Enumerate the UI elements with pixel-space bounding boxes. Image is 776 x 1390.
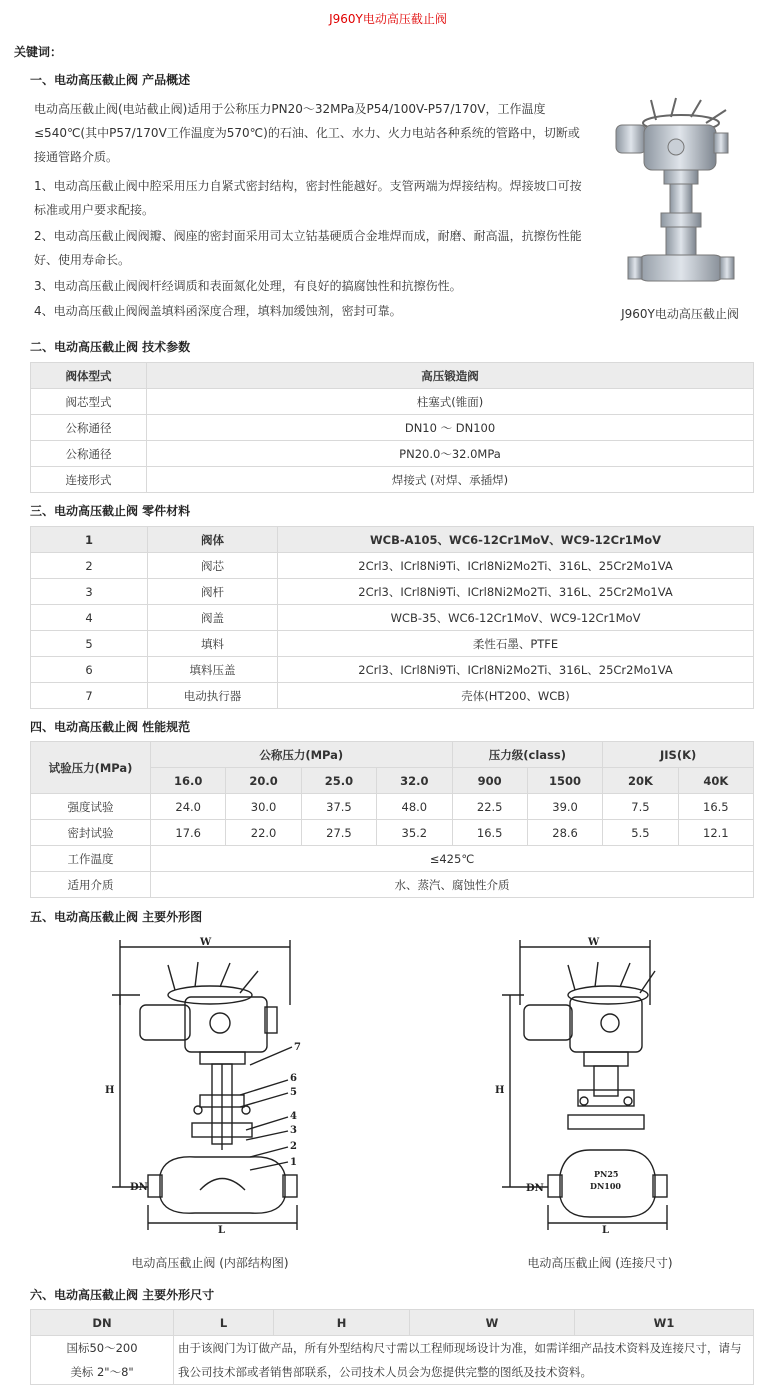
part-2-label: 2 xyxy=(290,1141,297,1152)
table-cell: 24.0 xyxy=(151,794,226,820)
table-header-cell: W1 xyxy=(575,1310,754,1336)
table-cell: WCB-35、WC6-12Cr1MoV、WC9-12Cr1MoV xyxy=(278,605,754,631)
dim-w-label: W xyxy=(200,937,212,948)
table-row xyxy=(31,579,754,605)
table-cell: 连接形式 xyxy=(31,467,147,493)
table-header-cell: 20K xyxy=(603,768,678,794)
page-title: J960Y电动高压截止阀 xyxy=(329,12,447,26)
table-row xyxy=(31,467,754,493)
table-row xyxy=(31,389,754,415)
dim-w-label: W xyxy=(588,937,600,948)
table-cell: 5.5 xyxy=(603,820,678,846)
performance-table xyxy=(30,741,754,898)
table-cell xyxy=(31,1336,174,1385)
table-header-cell: 20.0 xyxy=(226,768,301,794)
table-cell: 壳体(HT200、WCB) xyxy=(278,683,754,709)
drawing-caption-left: 电动高压截止阀 (内部结构图) xyxy=(131,1256,289,1270)
dim-l-label: L xyxy=(218,1225,226,1235)
table-cell: PN20.0～32.0MPa xyxy=(147,441,754,467)
table-cell: 35.2 xyxy=(377,820,452,846)
part-1-label: 1 xyxy=(290,1157,297,1168)
table-cell: 强度试验 xyxy=(31,794,151,820)
tech-params-table xyxy=(30,362,754,493)
table-cell: 电动执行器 xyxy=(148,683,278,709)
internal-structure-drawing xyxy=(100,935,320,1235)
table-cell: 16.5 xyxy=(452,820,527,846)
table-cell: 27.5 xyxy=(301,820,376,846)
table-cell: 16.5 xyxy=(678,794,753,820)
table-header-cell: 阀体型式 xyxy=(31,363,147,389)
table-row xyxy=(31,846,754,872)
table-row xyxy=(31,553,754,579)
dn-standard-gb: 国标50～200 xyxy=(66,1341,138,1355)
section-parts-heading: 三、电动高压截止阀 零件材料 xyxy=(30,504,191,518)
table-cell: 2 xyxy=(31,553,148,579)
table-header-cell: 900 xyxy=(452,768,527,794)
dim-l-label: L xyxy=(602,1225,610,1235)
table-cell: 2Crl3、ICrl8Ni9Ti、ICrl8Ni2Mo2Ti、316L、25Cr2Mo1VA xyxy=(278,657,754,683)
table-cell: 阀芯 xyxy=(148,553,278,579)
overview-paragraph: 电动高压截止阀(电站截止阀)适用于公称压力PN20～32MPa及P54/100V-P57/170V，工作温度≤540℃(其中P57/170V工作温度为570℃)的石油、化工、水力、火力电站各种系统的管路中，切断或接通管路介质。 xyxy=(34,102,580,164)
table-cell: 2Crl3、ICrl8Ni9Ti、ICrl8Ni2Mo2Ti、316L、25Cr2Mo1VA xyxy=(278,579,754,605)
part-4-label: 4 xyxy=(290,1111,297,1122)
table-row xyxy=(31,1336,754,1385)
section-tech-heading: 二、电动高压截止阀 技术参数 xyxy=(30,340,191,354)
part-5-label: 5 xyxy=(290,1087,297,1098)
overview-point-2: 2、电动高压截止阀阀瓣、阀座的密封面采用司太立钴基硬质合金堆焊而成，耐磨、耐高温，抗擦伤性能好、使用寿命长。 xyxy=(34,229,582,267)
table-row xyxy=(31,742,754,768)
table-cell: 公称通径 xyxy=(31,415,147,441)
table-cell: 17.6 xyxy=(151,820,226,846)
table-row xyxy=(31,631,754,657)
drawing-caption-right: 电动高压截止阀 (连接尺寸) xyxy=(527,1256,673,1270)
part-3-label: 3 xyxy=(290,1125,297,1136)
table-header-cell: W xyxy=(410,1310,575,1336)
valve-photo xyxy=(606,95,756,295)
keywords-label: 关键词： xyxy=(14,45,63,59)
dim-dn-label: DN xyxy=(130,1182,148,1193)
dimensions-table xyxy=(30,1309,754,1385)
table-cell: 焊接式 (对焊、承插焊) xyxy=(147,467,754,493)
dim-h-label: H xyxy=(495,1085,505,1096)
table-row xyxy=(31,872,754,898)
table-row xyxy=(31,683,754,709)
table-cell: DN10 ～ DN100 xyxy=(147,415,754,441)
dn-standard-us: 美标 2"～8" xyxy=(70,1365,134,1379)
table-header-cell: 25.0 xyxy=(301,768,376,794)
table-cell: 28.6 xyxy=(527,820,602,846)
overview-point-4: 4、电动高压截止阀阀盖填料函深度合理，填料加缓蚀剂，密封可靠。 xyxy=(34,304,402,318)
table-header-cell: 压力级(class) xyxy=(452,742,603,768)
overview-point-3: 3、电动高压截止阀阀杆经调质和表面氮化处理，有良好的搞腐蚀性和抗擦伤性。 xyxy=(34,279,462,293)
table-cell: 阀杆 xyxy=(148,579,278,605)
table-cell: 22.0 xyxy=(226,820,301,846)
connection-size-drawing xyxy=(490,935,710,1235)
table-header-cell: L xyxy=(174,1310,274,1336)
table-cell: 5 xyxy=(31,631,148,657)
table-row xyxy=(31,605,754,631)
table-cell: 22.5 xyxy=(452,794,527,820)
section-dims-heading: 六、电动高压截止阀 主要外形尺寸 xyxy=(30,1288,215,1302)
table-header-cell: 1 xyxy=(31,527,148,553)
section-overview-heading: 一、电动高压截止阀 产品概述 xyxy=(30,73,191,87)
table-header-cell: WCB-A105、WC6-12Cr1MoV、WC9-12Cr1MoV xyxy=(278,527,754,553)
table-header-cell: 32.0 xyxy=(377,768,452,794)
table-cell: 阀盖 xyxy=(148,605,278,631)
table-cell: 工作温度 xyxy=(31,846,151,872)
table-cell: 37.5 xyxy=(301,794,376,820)
table-row xyxy=(31,794,754,820)
table-cell: 填料 xyxy=(148,631,278,657)
table-row xyxy=(31,657,754,683)
dim-h-label: H xyxy=(105,1085,115,1096)
part-6-label: 6 xyxy=(290,1073,297,1084)
dim-dn-label: DN xyxy=(526,1183,544,1194)
table-cell: 公称通径 xyxy=(31,441,147,467)
table-cell: 7.5 xyxy=(603,794,678,820)
table-cell: 48.0 xyxy=(377,794,452,820)
parts-table xyxy=(30,526,754,709)
table-header-cell: 40K xyxy=(678,768,753,794)
table-header-cell: 16.0 xyxy=(151,768,226,794)
table-row xyxy=(31,527,754,553)
photo-caption: J960Y电动高压截止阀 xyxy=(621,307,739,321)
table-header-cell: 高压锻造阀 xyxy=(147,363,754,389)
table-row xyxy=(31,415,754,441)
table-cell: 柔性石墨、PTFE xyxy=(278,631,754,657)
table-cell: 30.0 xyxy=(226,794,301,820)
table-row xyxy=(31,820,754,846)
table-header-cell: 公称压力(MPa) xyxy=(151,742,453,768)
table-header-cell: 试验压力(MPa) xyxy=(31,742,151,794)
table-cell: 2Crl3、ICrl8Ni9Ti、ICrl8Ni2Mo2Ti、316L、25Cr2Mo1VA xyxy=(278,553,754,579)
body-dn-marking: DN100 xyxy=(590,1181,621,1191)
table-cell: 柱塞式(锥面) xyxy=(147,389,754,415)
table-header-cell: DN xyxy=(31,1310,174,1336)
table-cell: 7 xyxy=(31,683,148,709)
table-cell: 6 xyxy=(31,657,148,683)
table-cell: 4 xyxy=(31,605,148,631)
table-header-cell: 阀体 xyxy=(148,527,278,553)
dims-note: 由于该阀门为订做产品，所有外型结构尺寸需以工程师现场设计为准，如需详细产品技术资料及连接尺寸，请与我公司技术部或者销售部联系，公司技术人员会为您提供完整的图纸及技术资料。 xyxy=(174,1336,754,1385)
part-7-label: 7 xyxy=(294,1042,301,1053)
section-drawing-heading: 五、电动高压截止阀 主要外形图 xyxy=(30,910,203,924)
table-header-cell: H xyxy=(274,1310,410,1336)
table-header-cell: JIS(K) xyxy=(603,742,754,768)
table-row xyxy=(31,1310,754,1336)
table-cell: 39.0 xyxy=(527,794,602,820)
section-perf-heading: 四、电动高压截止阀 性能规范 xyxy=(30,720,191,734)
table-cell: 水、蒸汽、腐蚀性介质 xyxy=(151,872,754,898)
body-pn-marking: PN25 xyxy=(594,1169,619,1179)
table-cell: 填料压盖 xyxy=(148,657,278,683)
table-header-cell: 1500 xyxy=(527,768,602,794)
table-cell: 适用介质 xyxy=(31,872,151,898)
table-row xyxy=(31,363,754,389)
table-cell: 密封试验 xyxy=(31,820,151,846)
table-cell: 12.1 xyxy=(678,820,753,846)
table-cell: ≤425℃ xyxy=(151,846,754,872)
overview-point-1: 1、电动高压截止阀中腔采用压力自紧式密封结构，密封性能越好。支管两端为焊接结构。焊接坡口可按标准或用户要求配接。 xyxy=(34,179,582,217)
table-row xyxy=(31,441,754,467)
table-cell: 3 xyxy=(31,579,148,605)
table-cell: 阀芯型式 xyxy=(31,389,147,415)
